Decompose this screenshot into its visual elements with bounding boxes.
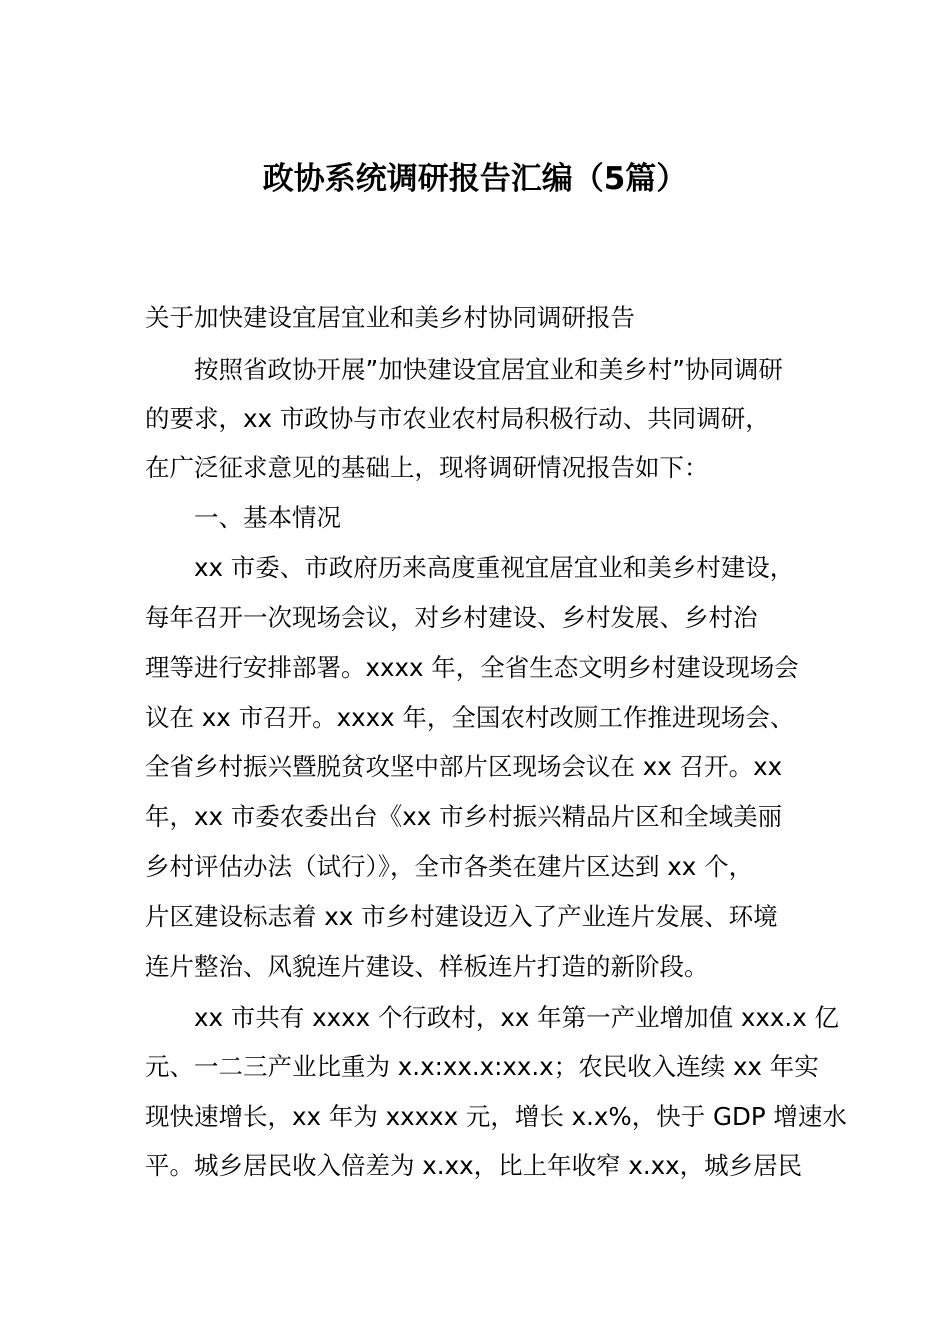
section-heading: 一、基本情况 bbox=[194, 503, 341, 532]
paragraph-line: 连片整治、风貌连片建设、样板连片打造的新阶段。 bbox=[145, 952, 709, 981]
paragraph-line: 的要求，xx 市政协与市农业农村局积极行动、共同调研， bbox=[145, 404, 770, 433]
paragraph-line: xx 市委、市政府历来高度重视宜居宜业和美乡村建设， bbox=[194, 553, 795, 582]
paragraph-line: 平。城乡居民收入倍差为 x.xx，比上年收窄 x.xx，城乡居民 bbox=[145, 1151, 803, 1180]
paragraph-line: 元、一二三产业比重为 x.x:xx.x:xx.x；农民收入连续 xx 年实 bbox=[145, 1052, 819, 1081]
paragraph-line: xx 市共有 xxxx 个行政村，xx 年第一产业增加值 xxx.x 亿 bbox=[194, 1003, 840, 1032]
paragraph-line: 乡村评估办法（试行）》，全市各类在建片区达到 xx 个， bbox=[145, 852, 754, 881]
report-subtitle: 关于加快建设宜居宜业和美乡村协同调研报告 bbox=[145, 303, 635, 332]
paragraph-line: 议在 xx 市召开。xxxx 年，全国农村改厕工作推进现场会、 bbox=[145, 703, 795, 732]
paragraph-line: 在广泛征求意见的基础上，现将调研情况报告如下： bbox=[145, 453, 709, 482]
document-title: 政协系统调研报告汇编（5篇） bbox=[262, 161, 688, 197]
paragraph-line: 按照省政协开展”加快建设宜居宜业和美乡村”协同调研 bbox=[194, 355, 783, 384]
paragraph-line: 全省乡村振兴暨脱贫攻坚中部片区现场会议在 xx 召开。xx bbox=[145, 752, 783, 781]
paragraph-line: 理等进行安排部署。xxxx 年，全省生态文明乡村建设现场会 bbox=[145, 653, 799, 682]
paragraph-line: 每年召开一次现场会议，对乡村建设、乡村发展、乡村治 bbox=[145, 603, 758, 632]
paragraph-line: 现快速增长，xx 年为 xxxxx 元，增长 x.x%，快于 GDP 增速水 bbox=[145, 1102, 847, 1131]
paragraph-line: 年，xx 市委农委出台《xx 市乡村振兴精品片区和全域美丽 bbox=[145, 802, 783, 831]
paragraph-line: 片区建设标志着 xx 市乡村建设迈入了产业连片发展、环境 bbox=[145, 902, 778, 931]
